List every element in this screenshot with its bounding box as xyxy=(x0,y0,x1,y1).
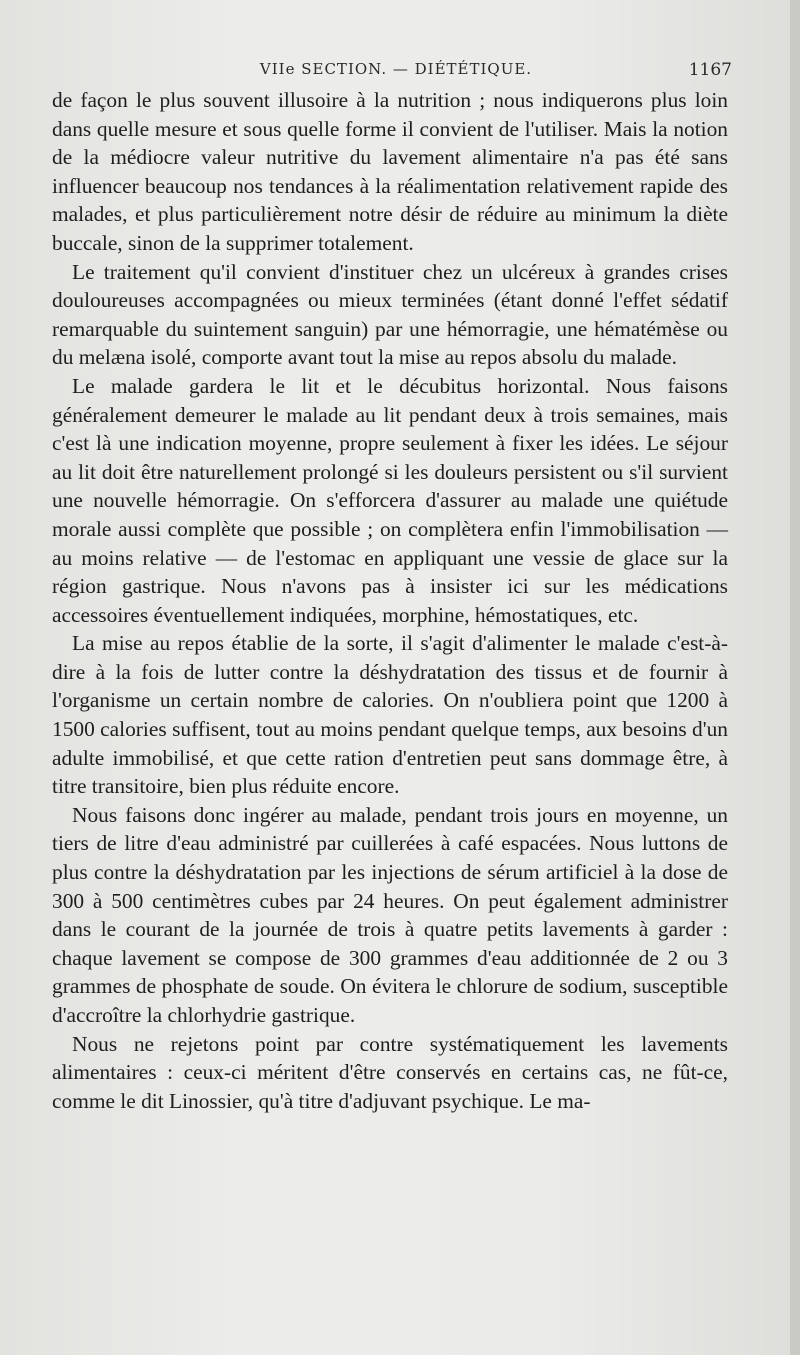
paragraph-3: Le malade gardera le lit et le décubitus horizontal. Nous faisons généralement demeurer le malade au lit pendant deux à trois semaines, mais c'est là une indication moyenne, propre seulement à fixer les idées. Le séjour au lit doit être naturellement prolongé si les douleurs persistent ou s'il survient une nouvelle hémorragie. On s'efforcera d'assurer au malade une quiétude morale aussi complète que possible ; on complètera enfin l'immobilisation — au moins relative — de l'estomac en appliquant une vessie de glace sur la région gastrique. Nous n'avons pas à insister ici sur les médications accessoires éventuellement indiquées, morphine, hémostatiques, etc. xyxy=(52,373,728,627)
paragraph-4: La mise au repos établie de la sorte, il s'agit d'alimenter le malade c'est-à-dire à la fois de lutter contre la déshydratation des tissus et de fournir à l'organisme un certain nombre de calories. On n'oubliera point que 1200 à 1500 calories suffisent, tout au moins pendant quelque temps, aux besoins d'un adulte immobilisé, et que cette ration d'entretien peut sans dommage être, à titre transitoire, bien plus réduite encore. xyxy=(52,631,728,799)
page-header xyxy=(52,56,740,86)
paragraph-2: Le traitement qu'il convient d'instituer chez un ulcéreux à grandes crises douloureuses accompagnées ou mieux terminées (étant donné l'effet sédatif remarquable du suintement sanguin) par une hémorragie, une hématémèse ou du melæna isolé, comporte avant tout la mise au repos absolu du malade. xyxy=(52,259,728,370)
running-head: VIIe SECTION. — DIÉTÉTIQUE. xyxy=(259,60,533,78)
paragraph-5: Nous faisons donc ingérer au malade, pendant trois jours en moyenne, un tiers de litre d'eau administré par cuillerées à café espacées. Nous luttons de plus contre la déshydratation par les injections de sérum artificiel à la dose de 300 à 500 centimètres cubes par 24 heures. On peut également administrer dans le courant de la journée de trois à quatre petits lavements à garder : chaque lavement se compose de 300 grammes d'eau additionnée de 2 ou 3 grammes de phosphate de soude. On évitera le chlorure de sodium, susceptible d'accroître la chlorhydrie gastrique. xyxy=(52,802,728,1027)
paragraph-1: de façon le plus souvent illusoire à la nutrition ; nous indiquerons plus loin dans quelle mesure et sous quelle forme il convient de l'utiliser. Mais la notion de la médiocre valeur nutritive du lavement alimentaire n'a pas été sans influencer beaucoup nos tendances à la réalimentation relativement rapide des malades, et plus particulièrement notre désir de réduire au minimum la diète buccale, sinon de la supprimer totalement. xyxy=(52,88,728,255)
page-edge xyxy=(790,0,800,1355)
paragraph-6: Nous ne rejetons point par contre systématiquement les lavements alimentaires : ceux-ci méritent d'être conservés en certains cas, ne fût-ce, comme le dit Linossier, qu'à titre d'adjuvant psychique. Le ma- xyxy=(52,1031,728,1113)
body-text xyxy=(52,86,728,1115)
page-number: 1167 xyxy=(688,60,732,80)
